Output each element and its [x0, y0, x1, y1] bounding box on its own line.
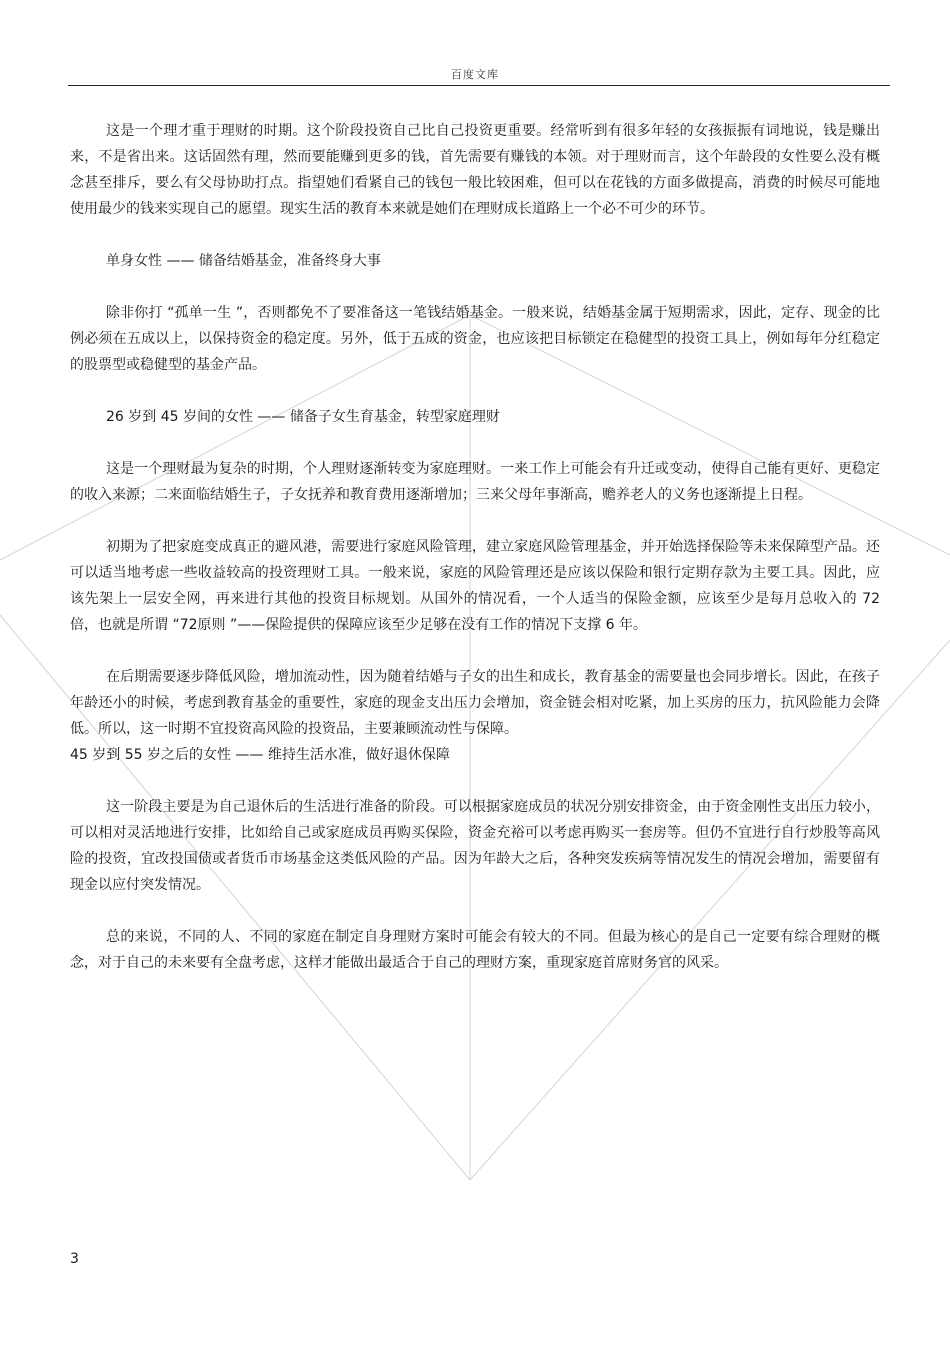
paragraph-retirement: 这一阶段主要是为自己退休后的生活进行准备的阶段。可以根据家庭成员的状况分别安排资金，由于资金刚性支出压力较小，可以相对灵活地进行安排，比如给自己或家庭成员再购买保险，资金充裕可以考虑再购买一套房等。但仍不宜进行自行炒股等高风险的投资，宜改投国债或者货币市场基金这类低风险的产品。因为年龄大之后，各种突发疾病等情况发生的情况会增加，需要留有现金以应付突发情况。 [70, 799, 880, 893]
paragraph-marriage-fund: 除非你打 “孤单一生 ”，否则都免不了要准备这一笔钱结婚基金。一般来说，结婚基金属于短期需求，因此，定存、现金的比例必须在五成以上，以保持资金的稳定度。另外，低于五成的资金，也应该把目标锁定在稳健型的投资工具上，例如每年分红稳定的股票型或稳健型的基金产品。 [70, 305, 880, 373]
section-heading-single: 单身女性 —— 储备结婚基金，准备终身大事 [106, 253, 381, 269]
paragraph-later-stage: 在后期需要逐步降低风险，增加流动性，因为随着结婚与子女的出生和成长，教育基金的需要量也会同步增长。因此，在孩子年龄还小的时候，考虑到教育基金的重要性，家庭的现金支出压力会增加，资金链会相对吃紧，加上买房的压力，抗风险能力会降低。所以，这一时期不宜投资高风险的投资品，主要兼顾流动性与保障。 [70, 669, 880, 737]
section-heading-26-45: 26 岁到 45 岁间的女性 —— 储备子女生育基金，转型家庭理财 [106, 409, 500, 425]
header-divider [68, 85, 890, 86]
paragraph-conclusion: 总的来说，不同的人、不同的家庭在制定自身理财方案时可能会有较大的不同。但最为核心的是自己一定要有综合理财的概念，对于自己的未来要有全盘考虑，这样才能做出最适合于自己的理财方案，重现家庭首席财务官的风采。 [70, 929, 880, 971]
paragraph-family-finance: 这是一个理财最为复杂的时期，个人理财逐渐转变为家庭理财。一来工作上可能会有升迁或变动，使得自己能有更好、更稳定的收入来源；二来面临结婚生子，子女抚养和教育费用逐渐增加；三来父母年事渐高，赡养老人的义务也逐渐提上日程。 [70, 461, 880, 503]
page-number: 3 [70, 1251, 79, 1267]
paragraph-intro: 这是一个理才重于理财的时期。这个阶段投资自己比自己投资更重要。经常听到有很多年轻的女孩振振有词地说，钱是赚出来，不是省出来。这话固然有理，然而要能赚到更多的钱，首先需要有赚钱的本领。对于理财而言，这个年龄段的女性要么没有概念甚至排斥，要么有父母协助打点。指望她们看紧自己的钱包一般比较困难，但可以在花钱的方面多做提高，消费的时候尽可能地使用最少的钱来实现自己的愿望。现实生活的教育本来就是她们在理财成长道路上一个必不可少的环节。 [70, 123, 880, 217]
section-heading-45-55: 45 岁到 55 岁之后的女性 —— 维持生活水准，做好退休保障 [70, 747, 450, 763]
page-header-title: 百度文库 [451, 68, 499, 81]
document-body [70, 118, 880, 1002]
paragraph-risk-management: 初期为了把家庭变成真正的避风港，需要进行家庭风险管理，建立家庭风险管理基金，并开始选择保险等未来保障型产品。还可以适当地考虑一些收益较高的投资理财工具。一般来说，家庭的风险管理还是应该以保险和银行定期存款为主要工具。因此，应该先架上一层安全网，再来进行其他的投资目标规划。从国外的情况看，一个人适当的保险金额，应该至少是每月总收入的 72 倍，也就是所谓 “72原则 ”——保险提供的保障应该至少足够在没有工作的情况下支撑 6 年。 [70, 539, 880, 633]
